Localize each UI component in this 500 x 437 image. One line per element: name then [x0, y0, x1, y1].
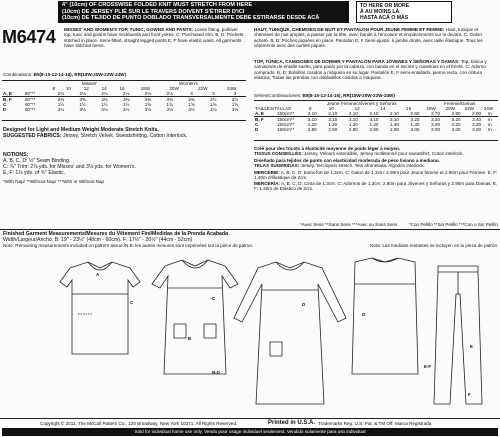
- row-value: 2.90: [307, 127, 317, 133]
- trademarks: Trademarks Reg. U.S. Pat. & TM Off. Marca Registrada: [318, 421, 432, 426]
- label-c-top: C: [130, 300, 134, 305]
- size-chart-imperial: [2, 80, 246, 112]
- row-value: 3⅛: [144, 107, 152, 113]
- size-chart-rows-metric: [254, 111, 498, 132]
- fabric-section: [3, 127, 247, 139]
- size-header-24w: 24W: [226, 86, 237, 92]
- row-value: 2.90: [348, 127, 358, 133]
- row-value: 2⅛: [144, 91, 152, 97]
- notions-line-1: A, B, C, D: ½" Seam Binding.: [3, 158, 71, 164]
- row-value: 2.90: [328, 127, 338, 133]
- stretch-line1: TO HERE OR MORE: [360, 3, 410, 9]
- row-value: 3⅜: [122, 96, 130, 102]
- size-header-10: 10: [65, 86, 71, 92]
- row-value: 3.20: [410, 116, 420, 122]
- row-value: 1½: [57, 101, 65, 107]
- size-chart-rows: [2, 91, 246, 112]
- finished-note-es: Nota: Las medidas restantes se incluyen en la pieza de patrón: [370, 243, 497, 248]
- label-d: D: [302, 302, 306, 307]
- row-value: 3: [190, 91, 193, 97]
- combinations-label: Combinations:: [3, 72, 33, 77]
- table-row: [2, 107, 246, 112]
- row-value: 3.00: [410, 127, 420, 133]
- label-f: F: [468, 392, 471, 397]
- size-header-10: 10: [328, 106, 334, 112]
- row-value: 2.10: [348, 111, 358, 117]
- row-value: 1⅝: [210, 101, 217, 107]
- row-view: A, E: [255, 111, 264, 117]
- row-view: D: [255, 127, 259, 133]
- row-value: 3.40: [472, 116, 482, 122]
- row-value: 1½: [79, 101, 86, 107]
- stretch-line3: HASTA ACÁ O MÁS: [360, 15, 409, 21]
- row-width: 150cm**: [277, 116, 295, 122]
- row-value: 2⅛: [101, 91, 108, 97]
- barcode-strip: Sold for individual home use only. Vendu pour usage individuel seulement. Vendido solamente para uso individual: [2, 428, 498, 436]
- row-value: 3.00: [431, 127, 441, 133]
- row-view: B, F: [255, 116, 264, 122]
- row-value: 1⅝: [188, 101, 195, 107]
- row-width: 60"**: [25, 96, 36, 102]
- row-value: 3⅜: [144, 96, 152, 102]
- size-header-12: 12: [83, 86, 89, 92]
- row-value: 2.10: [307, 111, 317, 117]
- group-misses: Misses': [81, 81, 98, 86]
- combinations-line: [3, 72, 126, 77]
- row-value: 3: [233, 91, 237, 97]
- notions-line-3: E, F: 1⅛ yds. of ¾" Elastic.: [3, 170, 66, 176]
- fold-notice: [58, 1, 349, 23]
- label-ef: E-F: [424, 364, 432, 369]
- french-created: Créé pour des tricots à élasticité moyenne de poids léger à moyen.: [254, 146, 401, 151]
- size-header-8: 8: [308, 106, 312, 112]
- english-desc: Loose fitting, pullover top, tunic and gowns have neckbands and front yokes. C: Purchased trim. B, D: Pockets stitched in place. Semi-fitted, straight legged pants E, F have elastic waist. All garments have stitched hems.: [64, 27, 244, 48]
- gown-drawing: [234, 262, 346, 404]
- group-womens: Women's: [179, 81, 198, 86]
- notions-line-2: C: ⅞" Trim: 2⅞ yds. for Misses' and 3⅛ yds. for Women's.: [3, 164, 136, 170]
- size-header-20w: 20W: [169, 86, 179, 92]
- row-unit: m: [487, 116, 492, 122]
- notions-label: NOTIONS:: [3, 152, 29, 158]
- nap-note-en: *With Nap/ **Without Nap/ ***With or Without Nap: [3, 179, 105, 184]
- row-width: 150cm**: [277, 127, 295, 133]
- row-value: 2.10: [389, 111, 399, 117]
- row-value: 3⅜: [166, 96, 173, 102]
- row-value: 3.00: [451, 127, 461, 133]
- row-value: 2.20: [431, 121, 441, 127]
- designed-for: Designed for Light and Medium Weight Moderate Stretch Knits.: [3, 127, 159, 133]
- label-d-back: D: [362, 312, 366, 317]
- size-header-18w: 18W: [426, 106, 436, 112]
- row-value: 3⅛: [210, 107, 217, 113]
- size-header-22w: 22W: [198, 86, 208, 92]
- row-view: B, F: [3, 96, 12, 102]
- row-value: 2.10: [328, 111, 338, 117]
- size-header-22w: 22W: [464, 106, 475, 112]
- row-view: C: [255, 121, 259, 127]
- row-value: 1.30: [369, 121, 379, 127]
- row-value: 1.30: [410, 121, 420, 127]
- finished-measurements: [3, 231, 497, 249]
- spanish-created: Diseñado para tejidos de punto con elasticidad moderada de peso liviano a mediano.: [254, 157, 440, 163]
- row-value: 1½: [101, 101, 108, 107]
- french-merc-label: MERCERIE:: [254, 170, 280, 176]
- french-title: HAUT, TUNIQUE, CHEMISES DE NUIT ET PANTALON POUR JEUNE FEMME ET FEMME:: [254, 27, 445, 32]
- row-value: 3.10: [328, 116, 338, 122]
- row-value: 3⅜: [57, 96, 65, 102]
- row-value: 2.90: [369, 127, 379, 133]
- table-row: [254, 127, 498, 132]
- stretch-line2: À AU MOINS LÀ: [360, 9, 400, 15]
- row-value: 3.20: [431, 116, 441, 122]
- tailles-label: TAILLES/TALLAS: [255, 106, 292, 112]
- fold-notice-line2: (10cm) DE JERSEY PLIÉ SUR LE TRAVERS DOIVENT S'ÉTIRER D'ICI: [62, 8, 245, 15]
- size-header-16: 16: [119, 86, 125, 92]
- size-chart-metric: [254, 100, 498, 132]
- row-width: 150cm**: [277, 121, 295, 127]
- pants-drawing: [434, 266, 482, 404]
- spanish-merc-value: A, B, C, D: Cinta de 1.3cm. C: Adornos de 1.3cm: 2.60m para Jóvenes y Señoras y 2.90m para Damas. E, F: 1.40m de Elástico de 2cm.: [254, 180, 498, 192]
- row-width: 60"**: [25, 91, 36, 97]
- label-b: B: [188, 336, 192, 341]
- row-value: 1.20: [307, 121, 317, 127]
- row-value: 2⅛: [57, 91, 65, 97]
- spanish-title: TOP, TÚNICA, CAMISONES DE DORMIR Y PANTALÓN PARA JÓVENES Y SEÑORAS Y DAMAS:: [254, 59, 460, 64]
- row-value: 1.30: [389, 121, 399, 127]
- spanish-description: [254, 59, 498, 80]
- nap-notes-intl: [300, 222, 498, 227]
- french-merc-value: A, B, C, D: Extra-fort de 1.3cm. C: Galon de 1.3cm: 2.60m pour Jeune femme et 2.90m pour Femme. E, F: 1.40m d'élastique de 2cm.: [254, 170, 498, 181]
- label-bd: B-D: [212, 370, 220, 375]
- french-description: [254, 27, 498, 48]
- pattern-number: M6474: [2, 27, 56, 47]
- row-value: 3⅛: [101, 107, 108, 113]
- row-value: 3½: [210, 96, 217, 102]
- nap-note-es: *Con Pelillo **Sin Pelillo ***Con o Sin Pelillo: [408, 222, 498, 227]
- group-young: Jeune Femme/Jóvenes y Señoras: [326, 101, 397, 106]
- row-value: 3⅜: [79, 96, 86, 102]
- intl-fabric-section: [254, 146, 498, 191]
- row-value: 1.20: [328, 121, 338, 127]
- footer: [0, 420, 500, 437]
- notions-section: [3, 152, 247, 176]
- row-value: 3½: [231, 96, 239, 102]
- spanish-merc-label: MERCERÍA:: [254, 180, 281, 186]
- row-value: 2.90: [389, 127, 399, 133]
- technical-drawings: [0, 254, 500, 416]
- row-value: 1⅝: [231, 101, 239, 107]
- spanish-desc: Top, túnica y camisones de entalle suelto, para pasar por la cabeza, con banda en el escote y canesúes en el frente. C: Adorno comprado. B, D: Bolsillos cosidos a máquina en su lugar. Pantalón E, F semi-entallado, pierna recta, con cintura elástica. Todas las prendas con dobladillos cosidos a máquina.: [254, 59, 487, 80]
- row-value: 3.10: [369, 116, 379, 122]
- copyright: Copyright © 2011, The McCall Pattern Co., 120 Broadway, New York 10271, All Rights Reserved.: [40, 421, 238, 426]
- label-a: A: [96, 272, 100, 277]
- row-value: 3⅛: [231, 107, 239, 113]
- row-value: 3⅛: [79, 107, 86, 113]
- row-unit: m: [487, 121, 492, 127]
- printed-in: Printed in U.S.A.: [268, 420, 316, 426]
- size-header-8: 8: [52, 86, 55, 92]
- row-value: 3.00: [472, 127, 482, 133]
- top-drawing: [60, 262, 140, 354]
- size-header-20w: 20W: [445, 106, 455, 112]
- row-value: 3.20: [451, 116, 461, 122]
- row-value: 2⅛: [79, 91, 86, 97]
- row-view: C: [3, 101, 7, 107]
- finished-note-en: Note: Remaining measurements included on pattern tissue./N.B: les autres mesures sont imprimées sur la pièce de patron.: [3, 243, 254, 248]
- size-header-14: 14: [380, 106, 386, 112]
- size-header-14: 14: [101, 86, 107, 92]
- stretch-to-here-box: [356, 1, 452, 23]
- combinations-value: B5(8-10-12-14-16), RR(18W-20W-22W-24W): [33, 72, 127, 77]
- size-header-16: 16: [406, 106, 412, 112]
- row-value: 2.90: [472, 111, 482, 117]
- finished-line: Width/Largeur/Ancho: B: 19" - 23½" (48cm - 60cm). F: 17½" - 20½" (44cm - 52cm): [3, 237, 193, 243]
- row-value: 3⅛: [122, 107, 130, 113]
- english-description: [64, 27, 244, 48]
- row-value: 3⅜: [188, 96, 195, 102]
- label-c-gown: C: [212, 296, 216, 301]
- english-title: MISSES' AND WOMEN'S TOP, TUNIC, GOWNS AND PANTS:: [64, 27, 194, 32]
- size-header-24w: 24W: [483, 106, 494, 112]
- row-view: A, E: [3, 91, 12, 97]
- size-header-12: 12: [354, 106, 360, 112]
- row-value: 2⅛: [122, 91, 130, 97]
- row-value: 3.10: [307, 116, 317, 122]
- series-line: [254, 93, 395, 98]
- fabrics-label: SUGGESTED FABRICS:: [3, 133, 62, 139]
- size-header-18w: 18W: [140, 86, 151, 92]
- row-view: D: [3, 107, 7, 113]
- fabrics-value: Jersey, Stretch Velvet, Sweatshirting, Cotton Interlock.: [62, 133, 188, 139]
- row-unit: m: [487, 111, 492, 117]
- row-width: 60"**: [25, 107, 36, 113]
- french-fabrics-label: TISSUS CONSEILLÉS:: [254, 151, 303, 157]
- row-value: 3.10: [389, 116, 399, 122]
- row-value: 1⅝: [144, 101, 152, 107]
- group-femme: Femme/Damas: [444, 101, 476, 106]
- french-desc: Haut, tunique et chemises de nuit amples, à passer par la tête, avec bande à l'encolure et empiècements sur le devant. C: Galon acheté. B, D: Poches piquées en place. Pantalon E, F Semi-ajusté, à jambe droite, avec taille élastique. Tous les vêtements avec des ourlets piqués.: [254, 27, 483, 48]
- row-value: 3⅜: [101, 96, 108, 102]
- finished-title: Finished Garment Measurements/Mesures du Vêtement Fini/Medidas de la Prenda Acabada: [3, 231, 228, 237]
- row-value: 2.20: [472, 121, 482, 127]
- nap-note-fr: *Avec Sens **Sans Sens ***Avec ou Sans Sens: [300, 222, 398, 227]
- row-value: 3⅛: [57, 107, 65, 113]
- row-value: 3: [211, 91, 215, 97]
- fold-notice-line1: 4" (10cm) OF CROSSWISE FOLDED KNIT MUST STRETCH FROM HERE: [62, 2, 253, 8]
- row-value: 2.60: [410, 111, 420, 117]
- row-width: 150cm**: [277, 111, 295, 117]
- row-width: 60"**: [25, 101, 36, 107]
- row-value: 3.10: [348, 116, 358, 122]
- row-value: 3⅛: [166, 107, 173, 113]
- row-value: 1½: [122, 101, 130, 107]
- row-unit: m: [487, 127, 492, 133]
- series-value: B5(8-10-12-14-16), RR(18W-20W-22W-24W): [302, 93, 395, 98]
- fold-notice-line3: (10cm) DE TEJIDO DE PUNTO DOBLADO TRANSVERSALMENTE DEBE ESTIRARSE DESDE ACÁ: [62, 15, 320, 21]
- row-value: 2⅛: [166, 91, 173, 97]
- spanish-fabrics-value: Jersey, Terciopelo stretch, Tela afranelada, Algodón interlock.: [300, 162, 425, 168]
- row-value: 2.20: [451, 121, 461, 127]
- row-value: 2.10: [369, 111, 379, 117]
- row-value: 1.20: [348, 121, 358, 127]
- row-value: 2.80: [451, 111, 461, 117]
- label-e: E: [470, 344, 473, 349]
- french-fabrics-value: Jersey, Velours extensible, Jersey molletonné pour sweatshirt, Coton interlock.: [304, 151, 464, 157]
- tunic-drawing: [152, 260, 238, 374]
- row-value: 3⅛: [188, 107, 195, 113]
- row-value: 2.70: [431, 111, 441, 117]
- series-label: Séries/Combinaciones:: [254, 93, 302, 98]
- row-value: 1⅝: [166, 101, 173, 107]
- spanish-fabrics-label: TELAS SUGERIDAS:: [254, 162, 300, 168]
